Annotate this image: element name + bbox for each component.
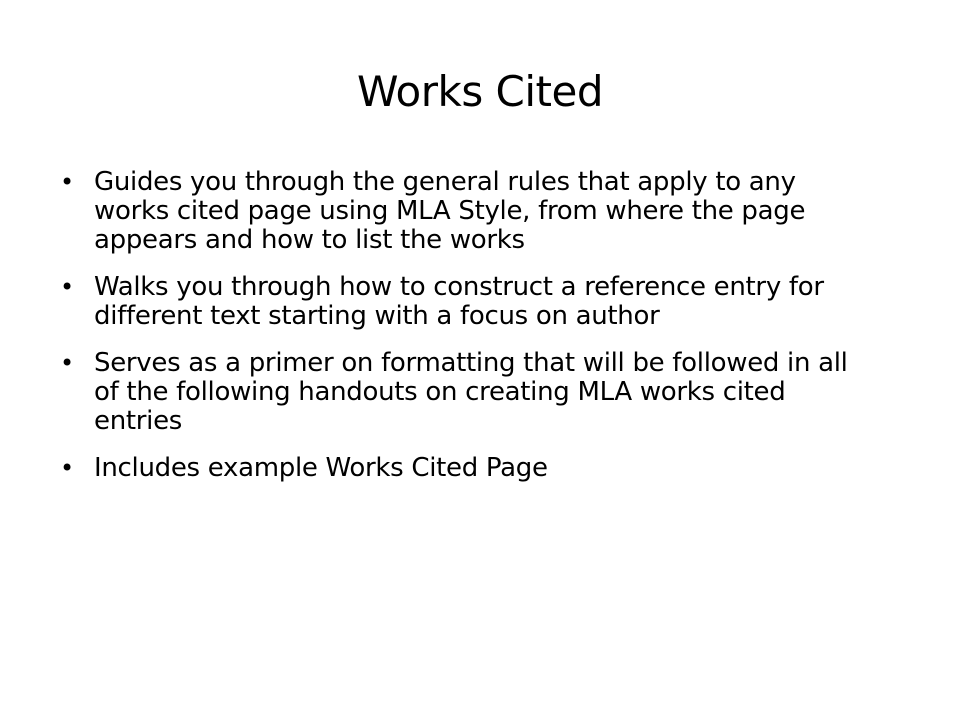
bullet-item [54,273,874,331]
bullet-dot-icon: • [60,273,74,301]
bullet-dot-icon: • [60,168,74,196]
bullet-text: Walks you through how to construct a reference entry for different text starting with a focus on author [94,272,824,331]
bullet-text: Guides you through the general rules that apply to any works cited page using MLA Style, from where the page appears and how to list the works [94,167,806,255]
bullet-item [54,454,874,483]
bullet-dot-icon: • [60,454,74,482]
bullet-item [54,168,874,255]
slide-title: Works Cited [356,67,604,116]
bullet-dot-icon: • [60,349,74,377]
bullet-text: Includes example Works Cited Page [94,453,548,483]
bullet-list [54,168,874,501]
bullet-item [54,349,874,436]
bullet-text: Serves as a primer on formatting that will be followed in all of the following handouts on creating MLA works cited entries [94,348,848,436]
